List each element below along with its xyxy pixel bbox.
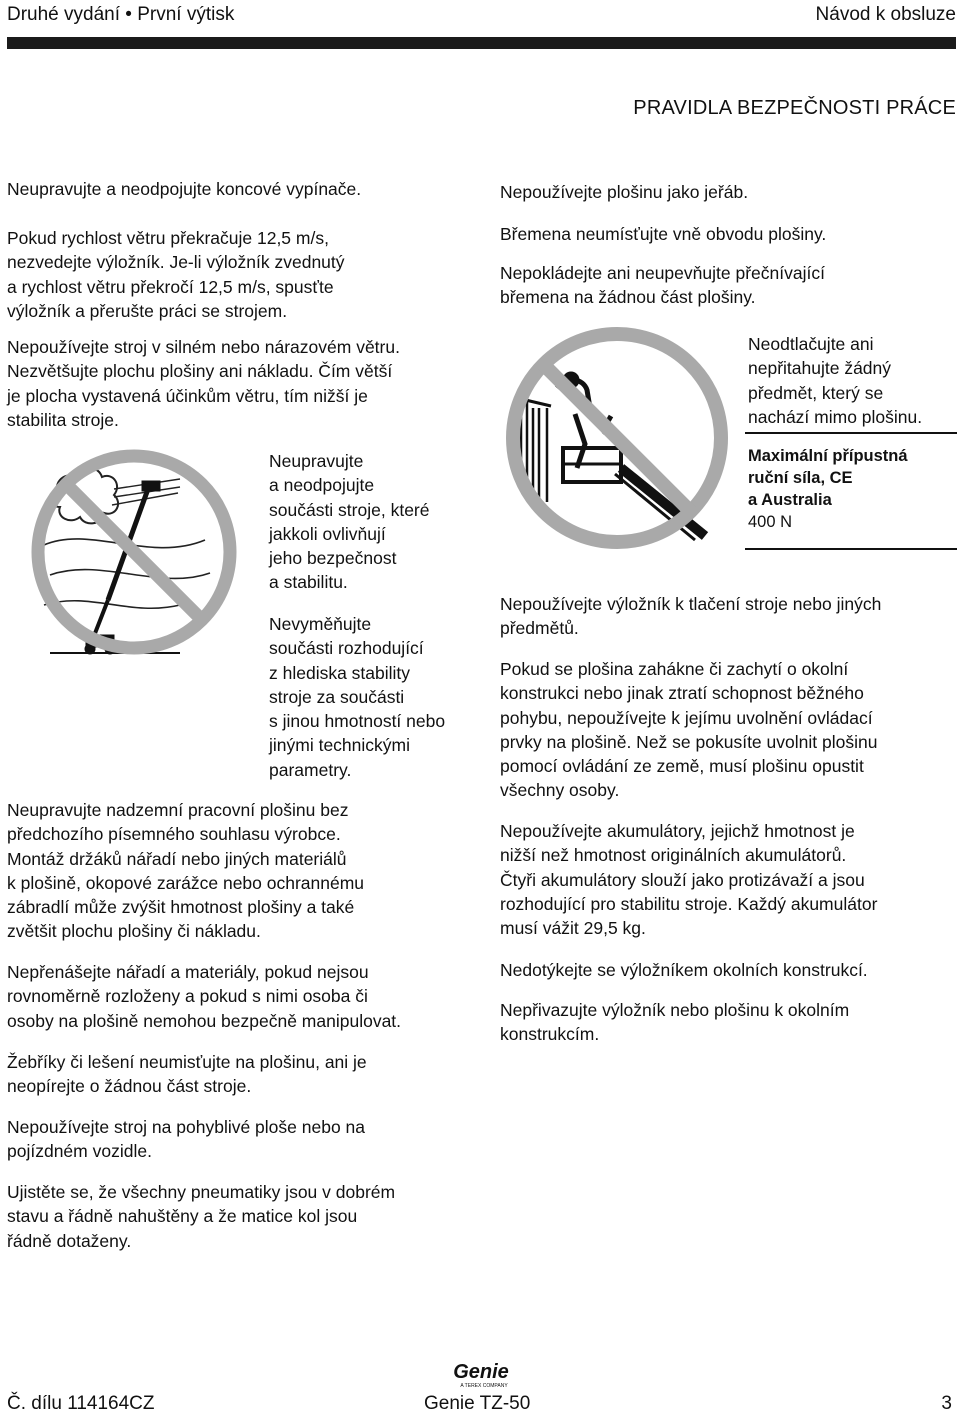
paragraph-no-replace: Nevyměňujte součásti rozhodující z hlediska stability stroje za součásti s jinou hmotností nebo jinými technickými parametry. [269,614,446,780]
max-force-box: Maximální přípustná ruční síla, CE a Australia 400 N [748,447,908,531]
paragraph-overhanging-loads: Nepokládejte ani neupevňujte přečnívající břemena na žádnou část plošiny. [500,263,825,308]
paragraph-no-modify: Neupravujte a neodpojujte součásti stroje, které jakkoli ovlivňují jeho bezpečnost a stabilitu. [269,451,430,593]
paragraph-tools-materials: Nepřenášejte nářadí a materiály, pokud nejsou rovnoměrně rozloženy a pokud s nimi osoba či osoby na plošině nemohou bezpečně manipulovat. [7,962,402,1031]
paragraph-wind-speed: Pokud rychlost větru překračuje 12,5 m/s, nezvedejte výložník. Je-li výložník zvednutý a rychlost větru překročí 12,5 m/s, spusťte výložník a přerušte práci se strojem. [7,228,345,321]
max-force-value: 400 N [748,513,793,531]
paragraph-tires: Ujistěte se, že všechny pneumatiky jsou v dobrém stavu a řádně nahuštěny a že matice kol jsou řádně dotaženy. [7,1182,396,1251]
header-bar [7,37,956,49]
svg-text:Genie: Genie [453,1361,509,1383]
paragraph-boom-push: Nepoužívejte výložník k tlačení stroje nebo jiných předmětů. [500,594,882,639]
paragraph-gusty-wind: Nepoužívejte stroj v silném nebo nárazovém větru. Nezvětšujte plochu plošiny ani nákladu. Čím větší je plocha vystavená účinkům větru, tím nižší je stabilita stroje. [7,337,400,430]
divider-bottom [745,548,957,550]
model-name: Genie TZ-50 [424,1393,531,1414]
paragraph-manufacturer-consent: Neupravujte nadzemní pracovní plošinu bez předchozího písemného souhlasu výrobce. Montáž držáků nářadí nebo jiných materiálů k plošině, okopové zarážce nebo ochrannému zábradlí může zvýšit hmotnost plošiny a také zvětšit plochu plošiny či nákladu. [7,800,365,942]
paragraph-batteries: Nepoužívejte akumulátory, jejichž hmotnost je nižší než hmotnost originálních akumulátorů. Čtyři akumulátory slouží jako protizávaží a jsou rozhodující pro stabilitu stroje. Každý akumulátor musí vážit 29,5 kg. [500,821,878,939]
paragraph-no-tie: Nepřivazujte výložník nebo plošinu k okolním konstrukcím. [500,1000,850,1045]
paragraph-no-push-pull: Neodtlačujte ani nepřitahujte žádný předmět, který se nachází mimo plošinu. [748,334,923,427]
push-pull-prohibition-illustration [505,318,735,558]
section-title: PRAVIDLA BEZPEČNOSTI PRÁCE [633,97,956,119]
paragraph-no-crane: Nepoužívejte plošinu jako jeřáb. [500,182,749,202]
edition-label: Druhé vydání • První výtisk [7,4,235,25]
genie-logo [444,1360,518,1390]
paragraph-no-touch-structures: Nedotýkejte se výložníkem okolních konstrukcí. [500,960,868,980]
page-number: 3 [941,1393,952,1414]
paragraph-ladders: Žebříky či lešení neumisťujte na plošinu, ani je neopírejte o žádnou část stroje. [7,1052,367,1097]
paragraph-caught-platform: Pokud se plošina zahákne či zachytí o okolní konstrukci nebo jinak ztratí schopnost běžného pohybu, nepoužívejte k jejímu uvolnění ovládací prvky na plošině. Než se pokusíte uvolnit plošinu pomocí ovládání ze země, musí plošinu opustit všechny osoby. [500,659,878,801]
divider-top [745,432,957,434]
part-number: Č. dílu 114164CZ [7,1393,155,1414]
document-type: Návod k obsluze [815,4,956,25]
paragraph-limit-switches: Neupravujte a neodpojujte koncové vypínače. [7,179,362,199]
svg-text:A TEREX COMPANY: A TEREX COMPANY [460,1383,508,1389]
paragraph-loads-outside: Břemena neumísťujte vně obvodu plošiny. [500,224,827,244]
paragraph-moving-surface: Nepoužívejte stroj na pohyblivé ploše nebo na pojízdném vozidle. [7,1117,366,1162]
wind-prohibition-illustration [30,445,240,660]
